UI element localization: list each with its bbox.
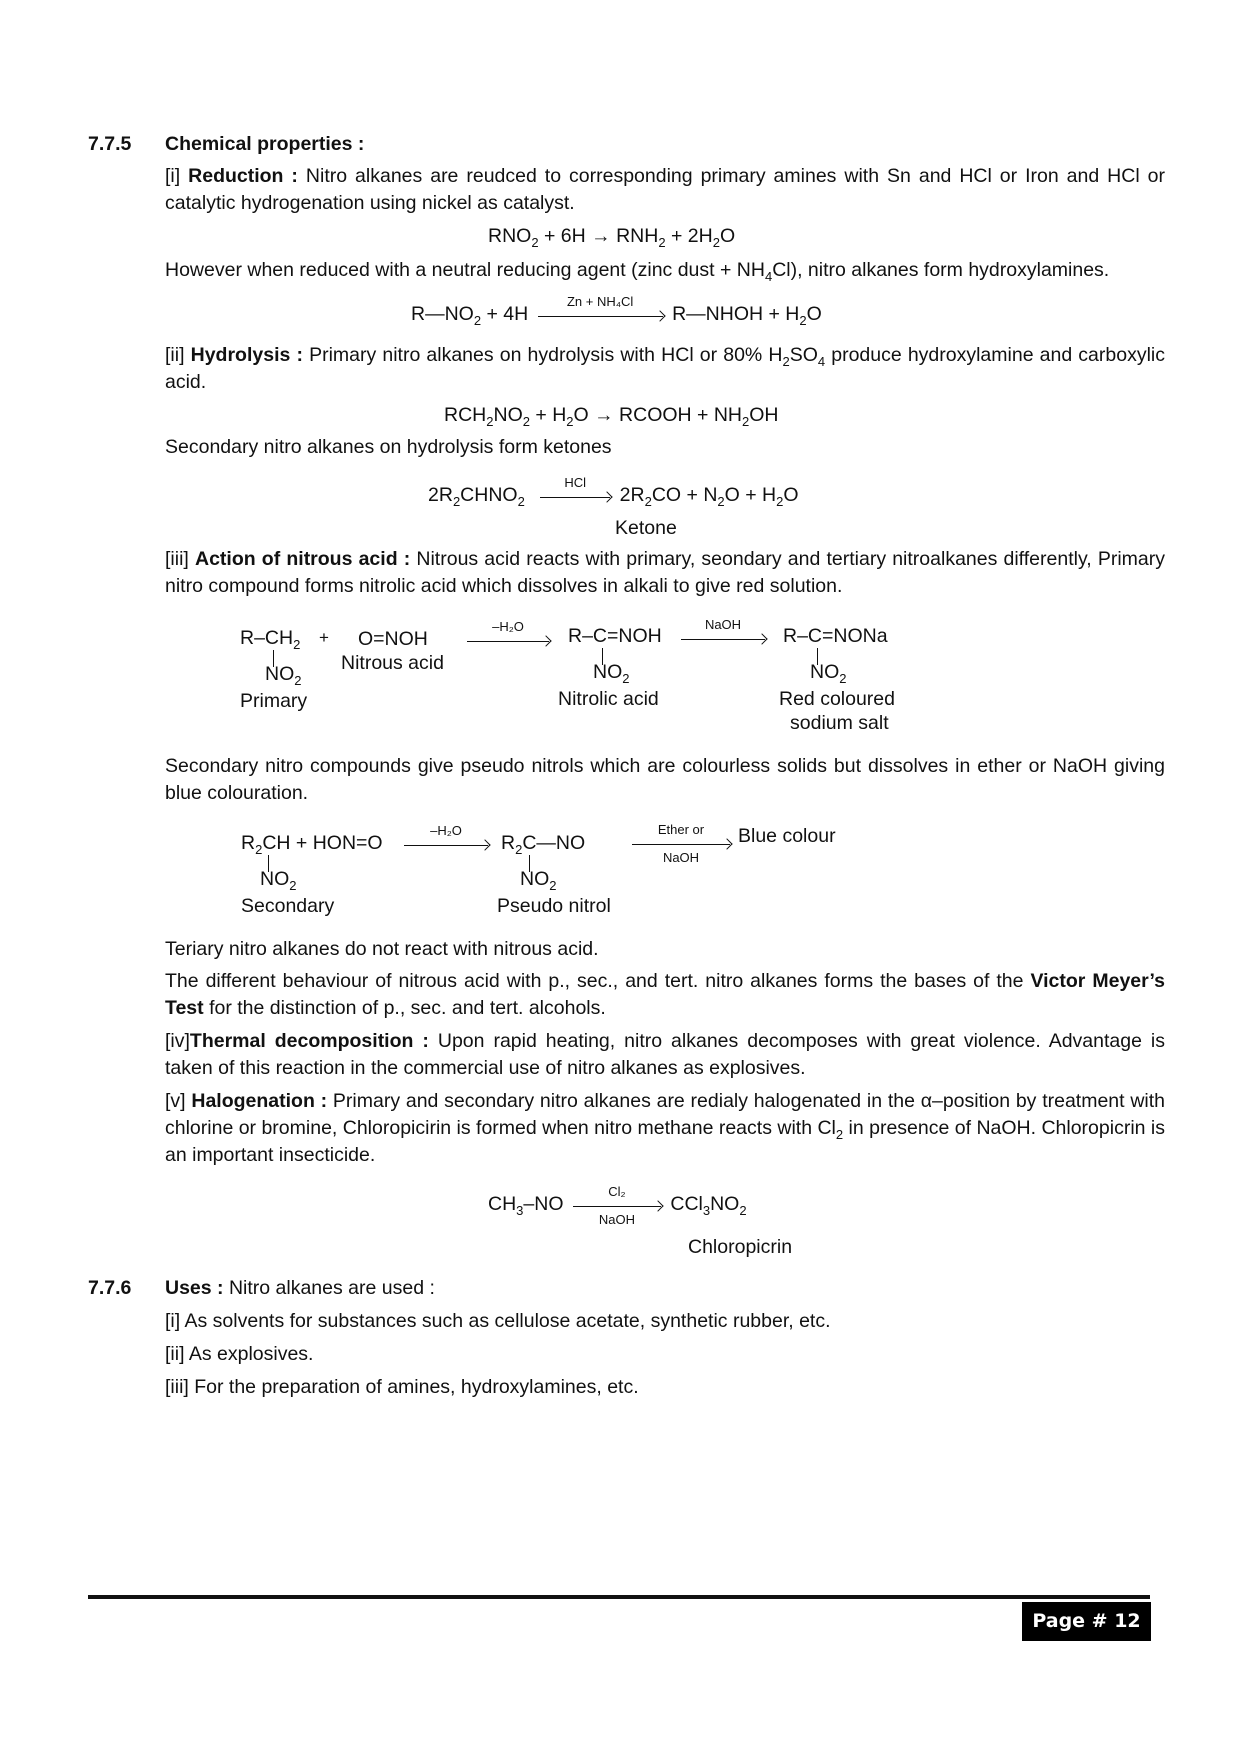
- section-title: Chemical properties :: [165, 133, 365, 155]
- thermal-paragraph: [iv]Thermal decomposition : Upon rapid heating, nitro alkanes decomposes with great violence. Advantage is taken of this reaction in the commercial use of nitro alkanes as explosives.: [165, 1030, 1165, 1079]
- nitrolic-acid-label: Nitrolic acid: [558, 688, 659, 710]
- red-salt-label-1: Red coloured: [779, 688, 895, 710]
- arrow-reagent: Zn + NH₄Cl: [566, 294, 634, 310]
- hydrolysis-heading: Hydrolysis :: [190, 344, 303, 366]
- reaction-arrow-icon: [538, 294, 663, 315]
- chloropicrin-label: Chloropicrin: [688, 1236, 793, 1258]
- secondary-nitro-paragraph: Secondary nitro compounds give pseudo nitrols which are colourless solids but dissolves in ether or NaOH giving blue colouration.: [165, 755, 1165, 804]
- reaction-arrow-icon: →: [591, 225, 611, 247]
- reaction-arrow-icon: [632, 822, 730, 866]
- hydrolysis-paragraph: [ii] Hydrolysis : Primary nitro alkanes on hydrolysis with HCl or 80% $H_2SO_4$ produce hydroxylamine and carboxylic acid.: [165, 344, 1165, 393]
- nitrous-acid-formula: O=NOH: [358, 628, 428, 650]
- secondary-reactant: $R_2CH + HON=O$: [241, 832, 383, 857]
- arrow-reagent: Cl₂: [608, 1184, 626, 1200]
- reaction-arrow-icon: [540, 475, 610, 496]
- uses-item: [iii] For the preparation of amines, hydroxylamines, etc.: [165, 1376, 639, 1398]
- footer-rule: [88, 1595, 1150, 1599]
- reduction-text: Nitro alkanes are reudced to corresponding primary amines with Sn and HCl or Iron and HCl or catalytic hydrogenation using nickel as catalyst.: [165, 165, 1165, 214]
- sodium-salt-formula: R–C=NONa: [783, 625, 888, 647]
- halogenation-equation: $CH_3-NO$ Cl₂ NaOH $CCl_3NO_2$: [488, 1184, 747, 1228]
- primary-reactant: $R-CH_2$: [240, 627, 301, 652]
- uses-heading: Uses :: [165, 1277, 224, 1299]
- reaction-arrow-icon: [404, 823, 488, 844]
- hydrolysis-equation-1: $RCH_2NO_2 + H_2O$ → RCOOH + $NH_2OH$: [444, 404, 779, 429]
- ketone-label: Ketone: [615, 517, 677, 539]
- tertiary-text: Teriary nitro alkanes do not react with nitrous acid.: [165, 938, 599, 960]
- reduction-equation-1: $RNO_2 + 6H \to RNH_2 + 2H_2O$: [488, 225, 736, 250]
- nitrous-acid-label: Nitrous acid: [341, 652, 444, 674]
- arrow-reagent: NaOH: [598, 1212, 635, 1228]
- section-number: 7.7.6: [88, 1277, 132, 1299]
- uses-item: [i] As solvents for substances such as cellulose acetate, synthetic rubber, etc.: [165, 1310, 831, 1332]
- reduction-neutral-paragraph: However when reduced with a neutral reducing agent (zinc dust + $NH_4Cl$), nitro alkanes form hydroxylamines.: [165, 259, 1110, 284]
- arrow-reagent: NaOH: [704, 617, 742, 633]
- hydrolysis-secondary-text: Secondary nitro alkanes on hydrolysis form ketones: [165, 436, 612, 458]
- red-salt-label-2: sodium salt: [790, 712, 889, 734]
- reaction-arrow-icon: →: [594, 404, 614, 426]
- reduction-paragraph: [165, 163, 1165, 217]
- arrow-reagent: HCl: [564, 475, 587, 491]
- arrow-reagent: Ether or: [657, 822, 705, 838]
- reaction-arrow-icon: [681, 617, 765, 638]
- blue-colour-label: Blue colour: [738, 825, 836, 847]
- primary-branch: $NO_2$: [265, 663, 302, 688]
- reaction-arrow-icon: [573, 1184, 661, 1228]
- item-tag: [i]: [165, 165, 181, 187]
- plus-sign: +: [319, 628, 329, 647]
- halogenation-heading: Halogenation :: [191, 1090, 328, 1112]
- page-number-badge: Page # 12: [1022, 1602, 1151, 1641]
- uses-heading-line: Uses : Nitro alkanes are used :: [165, 1277, 435, 1299]
- nitrous-acid-paragraph: [iii] Action of nitrous acid : Nitrous acid reacts with primary, seondary and tertiary nitroalkanes differently, Primary nitro compound forms nitrolic acid which dissolves in alkali to give red solution.: [165, 548, 1165, 597]
- thermal-heading: Thermal decomposition :: [189, 1030, 429, 1052]
- nitrolic-acid-formula: R–C=NOH: [568, 625, 662, 647]
- arrow-reagent: –H₂O: [492, 619, 524, 635]
- reduction-equation-2: $R—NO_2 + 4H$ Zn + NH₄Cl R—NHOH + $H_2O$: [411, 294, 822, 328]
- primary-label: Primary: [240, 690, 308, 712]
- arrow-reagent: NaOH: [662, 850, 700, 866]
- reaction-arrow-icon: [467, 619, 549, 640]
- pseudo-nitrol-label: Pseudo nitrol: [497, 895, 611, 917]
- halogenation-paragraph: [v] Halogenation : Primary and secondary nitro alkanes are redialy halogenated in the α–position by treatment with chlorine or bromine, Chloropicirin is formed when nitro methane reacts with $Cl_2$ in presence of NaOH. Chloropicrin is an important insecticide.: [165, 1090, 1166, 1166]
- victor-meyer-test: Victor Meyer’s Test: [165, 970, 1165, 1019]
- nitrous-acid-heading: Action of nitrous acid :: [195, 548, 411, 570]
- secondary-label: Secondary: [241, 895, 335, 917]
- hydrolysis-equation-2: $2R_2CHNO_2$ HCl $2R_2CO + N_2O + H_2O$: [428, 475, 799, 509]
- uses-item: [ii] As explosives.: [165, 1343, 314, 1365]
- pseudo-nitrol-formula: $R_2C—NO$: [501, 832, 586, 857]
- section-number: 7.7.5: [88, 133, 132, 155]
- arrow-reagent: –H₂O: [430, 823, 462, 839]
- reduction-heading: Reduction :: [188, 165, 298, 187]
- victor-meyer-paragraph: The different behaviour of nitrous acid with p., sec., and tert. nitro alkanes forms the bases of the Victor Meyer’s Test for the distinction of p., sec. and tert. alcohols.: [165, 970, 1165, 1019]
